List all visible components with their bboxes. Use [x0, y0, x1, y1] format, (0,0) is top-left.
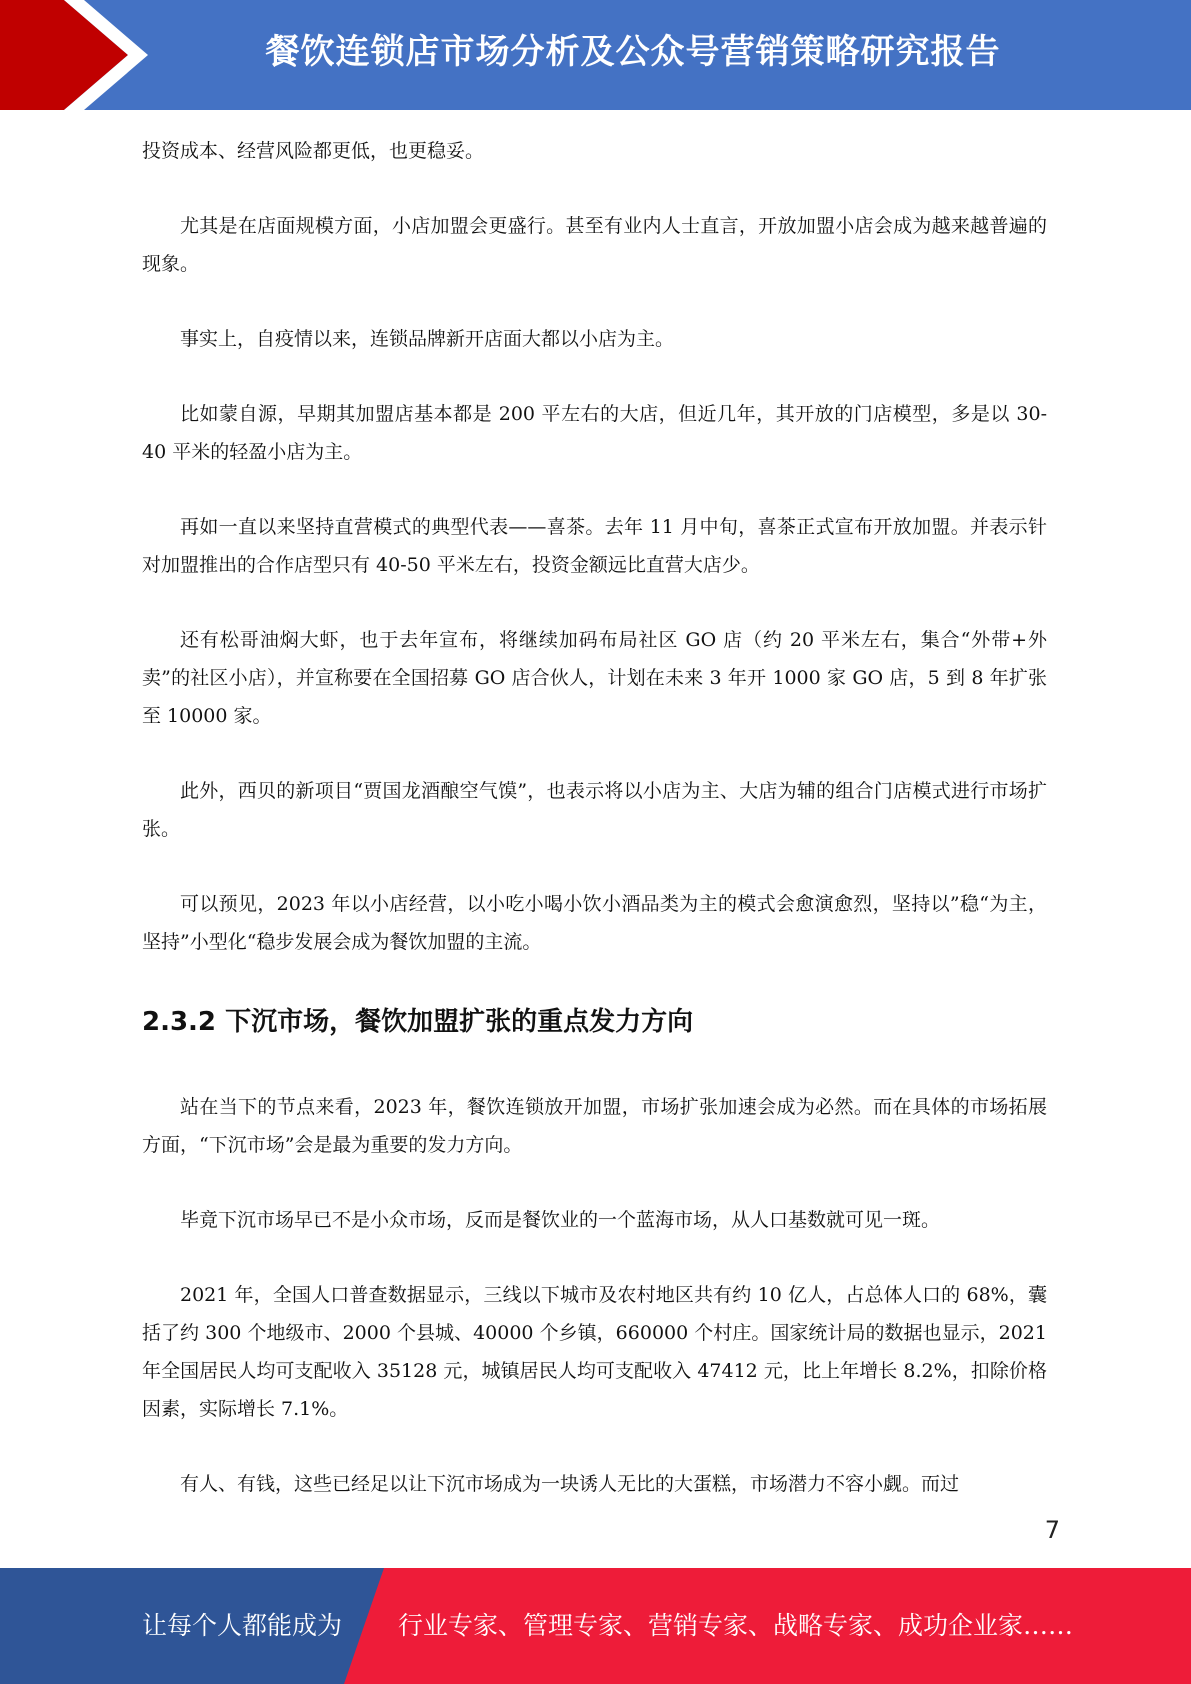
paragraph: 可以预见，2023 年以小店经营，以小吃小喝小饮小酒品类为主的模式会愈演愈烈，坚持以”稳“为主，坚持”小型化“稳步发展会成为餐饮加盟的主流。 — [142, 893, 1047, 953]
paragraph: 此外，西贝的新项目“贾国龙酒酿空气馍”，也表示将以小店为主、大店为辅的组合门店模式进行市场扩张。 — [142, 780, 1047, 840]
paragraph: 毕竟下沉市场早已不是小众市场，反而是餐饮业的一个蓝海市场，从人口基数就可见一斑。 — [180, 1209, 941, 1231]
page-number: 7 — [1044, 1516, 1060, 1544]
document-body — [142, 132, 1047, 1540]
paragraph: 比如蒙自源，早期其加盟店基本都是 200 平左右的大店，但近几年，其开放的门店模型，多是以 30-40 平米的轻盈小店为主。 — [142, 403, 1047, 463]
paragraph: 事实上，自疫情以来，连锁品牌新开店面大都以小店为主。 — [180, 328, 675, 350]
paragraph: 再如一直以来坚持直营模式的典型代表——喜茶。去年 11 月中旬，喜茶正式宣布开放加盟。并表示针对加盟推出的合作店型只有 40-50 平米左右，投资金额远比直营大店少。 — [142, 516, 1047, 576]
paragraph: 站在当下的节点来看，2023 年，餐饮连锁放开加盟，市场扩张加速会成为必然。而在具体的市场拓展方面，“下沉市场”会是最为重要的发力方向。 — [142, 1096, 1047, 1156]
section-heading: 2.3.2 下沉市场，餐饮加盟扩张的重点发力方向 — [142, 1007, 694, 1037]
page-footer — [0, 1568, 1191, 1684]
footer-slogan-right: 行业专家、管理专家、营销专家、战略专家、成功企业家…… — [398, 1611, 1074, 1640]
page-header — [0, 0, 1191, 110]
document-title: 餐饮连锁店市场分析及公众号营销策略研究报告 — [265, 32, 1001, 72]
paragraph: 投资成本、经营风险都更低，也更稳妥。 — [142, 140, 485, 162]
paragraph: 有人、有钱，这些已经足以让下沉市场成为一块诱人无比的大蛋糕，市场潜力不容小觑。而过 — [180, 1473, 960, 1495]
footer-slogan-left: 让每个人都能成为 — [142, 1611, 343, 1640]
paragraph: 2021 年，全国人口普查数据显示，三线以下城市及农村地区共有约 10 亿人，占总体人口的 68%，囊括了约 300 个地级市、2000 个县城、40000 个乡镇，660000 个村庄。国家统计局的数据也显示，2021 年全国居民人均可支配收入 35128 元，城镇居民人均可支配收入 47412 元，比上年增长 8.2%，扣除价格因素，实际增长 7.1%。 — [142, 1284, 1047, 1420]
paragraph: 尤其是在店面规模方面，小店加盟会更盛行。甚至有业内人士直言，开放加盟小店会成为越来越普遍的现象。 — [142, 215, 1047, 275]
paragraph: 还有松哥油焖大虾，也于去年宣布，将继续加码布局社区 GO 店（约 20 平米左右，集合“外带+外卖”的社区小店），并宣称要在全国招募 GO 店合伙人，计划在未来 3 年开 1000 家 GO 店，5 到 8 年扩张至 10000 家。 — [142, 629, 1047, 727]
